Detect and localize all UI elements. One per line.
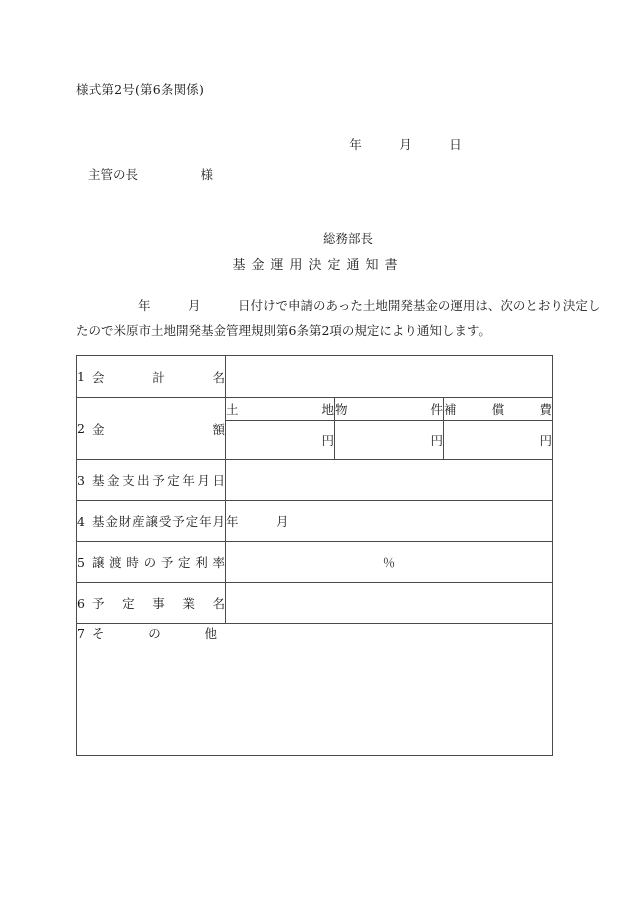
label-char: 名: [212, 369, 225, 385]
row-number: 3: [77, 472, 85, 488]
row-value-planned-project[interactable]: [226, 583, 553, 624]
label-char: 件: [430, 402, 443, 417]
label-char: 基: [91, 473, 105, 488]
row-label-text: [92, 624, 217, 642]
row-label-text: [92, 512, 225, 530]
form-code: 様式第2号(第6条関係): [76, 82, 205, 97]
row-value-expenditure-date[interactable]: [226, 460, 553, 501]
label-char: 金: [107, 473, 120, 488]
label-char: 率: [212, 555, 225, 570]
label-char: 名: [212, 596, 225, 611]
issue-date-text: 年 月 日: [349, 137, 462, 152]
label-char: 支: [122, 473, 135, 488]
sender-title: 総務部長: [322, 231, 373, 246]
label-char: 定: [185, 514, 199, 529]
body-line-1: [76, 293, 601, 318]
label-char: 予: [172, 514, 185, 529]
row-number: 1: [77, 369, 85, 384]
row-number: 4: [77, 513, 85, 529]
row-value-transfer-date[interactable]: 年 月: [226, 501, 553, 542]
row-number: 7: [77, 625, 85, 641]
label-char: 定: [122, 596, 135, 611]
label-char: 受: [158, 514, 172, 529]
subheader-compensation: [444, 398, 553, 421]
body-paragraph: [76, 293, 601, 343]
row-label-planned-project: [77, 583, 226, 624]
row-label-transfer-date: [77, 501, 226, 542]
row-label-amount: [77, 398, 226, 460]
label-char: 年: [182, 473, 195, 488]
table-row-account-name: [77, 356, 553, 398]
label-char: 出: [137, 473, 150, 488]
label-char: 事: [152, 596, 165, 611]
row-label-text: [92, 471, 225, 489]
label-char: 償: [491, 402, 505, 417]
label-char: 月: [212, 514, 225, 529]
row-label-text: [92, 553, 225, 571]
addressee-line: 主管の長 様: [88, 167, 214, 182]
row-value-amount-compensation[interactable]: 円: [444, 421, 553, 460]
row-number: 5: [77, 554, 85, 570]
label-char: 定: [178, 555, 191, 570]
label-char: 会: [91, 369, 105, 385]
label-char: 譲: [145, 514, 159, 529]
label-char: 財: [118, 514, 132, 529]
body-line-2: たので米原市土地開発基金管理規則第6条第2項の規定により通知します。: [76, 323, 491, 338]
label-char: 予: [152, 473, 165, 488]
label-char: 利: [195, 555, 208, 570]
label-char: 金: [91, 421, 105, 437]
table-row-amount-subheaders: [77, 398, 553, 421]
label-char: 年: [199, 514, 212, 529]
table-row-other: [77, 624, 553, 756]
label-char: 土: [226, 402, 239, 417]
label-char: 予: [160, 555, 174, 570]
table-row-interest-rate: [77, 542, 553, 583]
row-value-interest-rate[interactable]: ％: [226, 542, 553, 583]
row-label-text: [92, 594, 225, 612]
table-row-transfer-date: [77, 501, 553, 542]
label-char: 譲: [91, 555, 105, 570]
label-char: 時: [126, 555, 139, 570]
label-char: 他: [204, 626, 217, 641]
row-value-account-name[interactable]: [226, 356, 553, 398]
label-char: 費: [539, 402, 552, 417]
label-char: 基: [91, 514, 105, 529]
label-char: 渡: [109, 555, 122, 570]
fund-operation-table: [76, 355, 553, 756]
subheader-land: [226, 398, 335, 421]
row-label-interest-rate: [77, 542, 226, 583]
label-char: の: [148, 626, 161, 641]
label-char: 地: [321, 402, 334, 417]
label-char: 補: [444, 402, 457, 417]
row-value-amount-property[interactable]: 円: [335, 421, 444, 460]
row-label-expenditure-date: [77, 460, 226, 501]
row-value-amount-land[interactable]: 円: [226, 421, 335, 460]
table-row-planned-project: [77, 583, 553, 624]
subheader-property: [335, 398, 444, 421]
table-row-expenditure-date: [77, 460, 553, 501]
label-char: そ: [91, 626, 105, 641]
row-label-text: [92, 368, 225, 386]
issue-date-line: [0, 120, 630, 168]
label-char: 計: [152, 369, 165, 385]
row-label-other[interactable]: [77, 624, 553, 756]
label-char: 業: [182, 596, 195, 611]
body-application-date: 年 月 日: [138, 298, 251, 313]
row-number: 6: [77, 595, 85, 611]
label-char: の: [143, 555, 157, 570]
label-char: 物: [335, 402, 348, 417]
row-number: 2: [77, 421, 85, 436]
label-char: 定: [167, 473, 180, 488]
document-title: 基金運用決定通知書: [232, 258, 404, 273]
label-char: 金: [105, 514, 118, 529]
label-char: 額: [212, 421, 225, 437]
row-label-account-name: [77, 356, 226, 398]
label-char: 予: [91, 596, 105, 611]
row-label-text: [92, 420, 225, 438]
label-char: 月: [197, 473, 210, 488]
body-line-1-rest: 付けで申請のあった土地開発基金の運用は、次のとおり決定し: [250, 298, 601, 313]
label-char: 日: [212, 473, 225, 488]
label-char: 産: [132, 514, 145, 529]
